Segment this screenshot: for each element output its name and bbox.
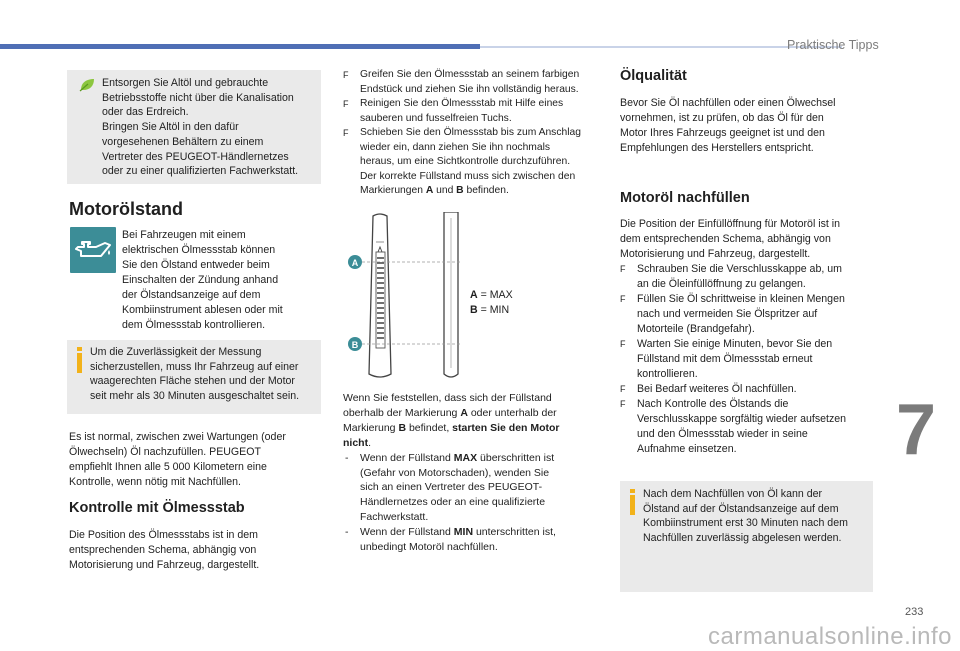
level-check-line: oberhalb der Markierung A oder unterhalb der: [343, 406, 557, 419]
list-item: [343, 525, 607, 555]
list-item: [343, 451, 607, 526]
bullet-mark: F: [343, 70, 349, 80]
level-check-line: Wenn der Füllstand MAX überschritten ist: [360, 451, 555, 464]
step-line: Endstück und ziehen Sie ihn vollständig heraus.: [360, 83, 579, 95]
step-line: Füllen Sie Öl schrittweise in kleinen Mengen: [637, 293, 845, 305]
step-line: Der korrekte Füllstand muss sich zwischen den: [360, 170, 576, 182]
info-note-refill: [620, 481, 873, 592]
legend-max: A = MAX: [470, 289, 513, 301]
info-line: Ölstand auf der Ölstandsanzeige auf dem: [643, 502, 839, 515]
body-line: entsprechenden Schema, abhängig von: [69, 544, 257, 556]
info-line: Nachfüllen zuverlässig abgelesen werden.: [643, 532, 842, 545]
list-item: [620, 262, 880, 292]
section-title-oelqualitaet: Ölqualität: [620, 68, 687, 84]
list-item: [343, 68, 605, 97]
bullet-mark: F: [343, 128, 349, 138]
level-check-line: unbedingt Motoröl nachfüllen.: [360, 541, 498, 554]
eco-note: [67, 70, 321, 184]
intro-line: Bei Fahrzeugen mit einem: [122, 229, 246, 241]
step-line: und den Ölmessstab wieder in seine: [637, 428, 808, 440]
section-title-nachfuellen: Motoröl nachfüllen: [620, 190, 750, 206]
info-line: Kombiinstrument erst 30 Minuten nach dem: [643, 517, 848, 530]
level-check-text: [343, 391, 607, 555]
step-line: nach und vermeiden Sie Ölspritzer auf: [637, 308, 818, 320]
chapter-number: 7: [896, 390, 937, 470]
level-check-line: Händlernetzes oder an eine qualifizierte: [360, 496, 546, 509]
dipstick-diagram: [340, 212, 470, 382]
motoroelstand-intro: [122, 228, 322, 333]
intro-line: dem Ölmessstab kontrollieren.: [122, 319, 266, 331]
intro-line: Kombiinstrument ablesen oder mit: [122, 304, 283, 316]
eco-note-line: Bringen Sie Altöl in den dafür: [102, 121, 239, 134]
level-check-line: Wenn der Füllstand MIN unterschritten ist,: [360, 526, 556, 539]
info-line: Nach dem Nachfüllen von Öl kann der: [643, 488, 823, 500]
step-line: kontrollieren.: [637, 368, 698, 380]
step-line: Verschlusskappe sorgfältig wieder aufsetzen: [637, 413, 847, 425]
info-line: sicherzustellen, muss Ihr Fahrzeug auf einer: [90, 360, 299, 373]
marker-a-label: A: [351, 258, 359, 268]
step-line: wieder ein, dann ziehen Sie ihn nochmals: [360, 141, 551, 153]
bullet-mark: F: [620, 294, 626, 304]
list-item: [620, 337, 880, 382]
dipstick-steps: [343, 68, 605, 199]
list-item: [620, 397, 880, 457]
list-item: [343, 97, 605, 126]
step-line: Schrauben Sie die Verschlusskappe ab, um: [637, 263, 842, 275]
bullet-mark: F: [343, 99, 349, 109]
level-check-line: (Gefahr von Motorschaden), wenden Sie: [360, 466, 550, 479]
body-line: Ölwechseln) Öl nachzufüllen. PEUGEOT: [69, 446, 261, 458]
info-line: seit mehr als 30 Minuten ausgeschaltet sein.: [90, 390, 300, 403]
eco-note-line: vorgesehenen Behältern zu einem: [102, 135, 264, 148]
intro-line: Sie den Ölstand entweder beim: [122, 259, 270, 271]
level-check-line: Wenn Sie feststellen, dass sich der Füllstand: [343, 392, 552, 404]
step-line: Warten Sie einige Minuten, bevor Sie den: [637, 338, 833, 350]
eco-note-line: oder zu einer qualifizierten Fachwerkstatt.: [102, 165, 299, 178]
body-line: Kontrolle, wenn nötig mit Nachfüllen.: [69, 476, 241, 488]
nachfuellen-body: [620, 217, 880, 457]
list-item: [620, 382, 880, 397]
body-line: empfiehlt Ihnen alle 5 000 Kilometern eine: [69, 461, 267, 473]
intro-line: Einschalten der Zündung anhand: [122, 274, 279, 286]
dash-mark: -: [345, 451, 349, 464]
level-check-line: Markierung B befindet, starten Sie den Motor: [343, 421, 560, 434]
step-line: Motorteile (Brandgefahr).: [637, 323, 755, 335]
body-line: Bevor Sie Öl nachfüllen oder einen Ölwechsel: [620, 97, 836, 109]
intro-line: elektrischen Ölmessstab können: [122, 244, 276, 256]
step-line: Reinigen Sie den Ölmessstab mit Hilfe eines: [360, 98, 564, 109]
intro-line: der Ölstandsanzeige auf dem: [122, 289, 261, 301]
list-item: [343, 126, 605, 199]
body-line: Motorisierung und Fahrzeug, dargestellt.: [69, 559, 260, 571]
step-line: Aufnahme einsetzen.: [637, 443, 737, 455]
body-line: vornehmen, ist zu prüfen, ob das Öl für den: [620, 112, 824, 124]
list-item: [620, 292, 880, 337]
info-note-measurement: [67, 340, 321, 414]
info-line: waagerechten Fläche stehen und der Motor: [90, 375, 295, 388]
page-number: 233: [905, 606, 924, 618]
bullet-mark: F: [620, 339, 626, 349]
leaf-icon: [79, 78, 95, 92]
step-line: Markierungen A und B befinden.: [360, 185, 509, 196]
body-line: Motor Ihres Fahrzeugs geeignet ist und den: [620, 127, 825, 139]
marker-b-label: B: [351, 340, 359, 350]
body-line: Die Position des Ölmessstabs ist in dem: [69, 529, 258, 541]
level-check-line: sich an einen Vertreter des PEUGEOT-: [360, 481, 543, 494]
info-line: Um die Zuverlässigkeit der Messung: [90, 346, 262, 358]
eco-note-line: Betriebsstoffe nicht über die Kanalisation: [102, 91, 294, 104]
body-line: Die Position der Einfüllöffnung für Motoröl ist in: [620, 218, 841, 230]
step-line: Nach Kontrolle des Ölstands die: [637, 398, 789, 410]
legend-min: B = MIN: [470, 304, 510, 316]
motoroelstand-body: [69, 430, 323, 490]
watermark: carmanualsonline.info: [708, 623, 952, 650]
step-line: Schieben Sie den Ölmessstab bis zum Anschlag: [360, 127, 581, 138]
step-line: Bei Bedarf weiteres Öl nachfüllen.: [637, 383, 797, 395]
level-check-line: Fachwerkstatt.: [360, 511, 429, 524]
info-icon: [77, 347, 83, 373]
dipstick-legend: [470, 288, 513, 318]
level-check-line: nicht.: [343, 436, 372, 449]
step-line: Greifen Sie den Ölmessstab an seinem farbigen: [360, 69, 580, 80]
eco-note-line: Vertreter des PEUGEOT-Händlernetzes: [102, 150, 289, 163]
step-line: heraus, um eine Sichtkontrolle durchzuführen.: [360, 156, 571, 167]
kontrolle-body: [69, 528, 323, 573]
info-icon: [630, 489, 636, 515]
step-line: Füllstand mit dem Ölmessstab erneut: [637, 353, 813, 365]
header-accent-bar: [0, 44, 480, 49]
body-line: Es ist normal, zwischen zwei Wartungen (oder: [69, 431, 286, 443]
dash-mark: -: [345, 526, 349, 539]
section-title-motoroelstand: Motorölstand: [69, 199, 183, 219]
bullet-mark: F: [620, 264, 626, 274]
body-line: Motorisierung und Fahrzeug, dargestellt.: [620, 248, 811, 260]
body-line: Empfehlungen des Herstellers entspricht.: [620, 142, 814, 154]
step-line: an die Öleinfüllöffnung zu gelangen.: [637, 278, 806, 290]
body-line: dem entsprechenden Schema, abhängig von: [620, 233, 831, 245]
section-header-label: Praktische Tipps: [787, 38, 879, 52]
section-title-kontrolle: Kontrolle mit Ölmessstab: [69, 500, 245, 516]
bullet-mark: F: [620, 384, 626, 394]
oelqualitaet-body: [620, 96, 874, 156]
bullet-mark: F: [620, 399, 626, 409]
eco-note-line: oder das Erdreich.: [102, 106, 189, 119]
oil-can-icon: [70, 227, 116, 273]
eco-note-line: Entsorgen Sie Altöl und gebrauchte: [102, 77, 269, 89]
step-line: sauberen und fusselfreien Tuchs.: [360, 112, 512, 124]
